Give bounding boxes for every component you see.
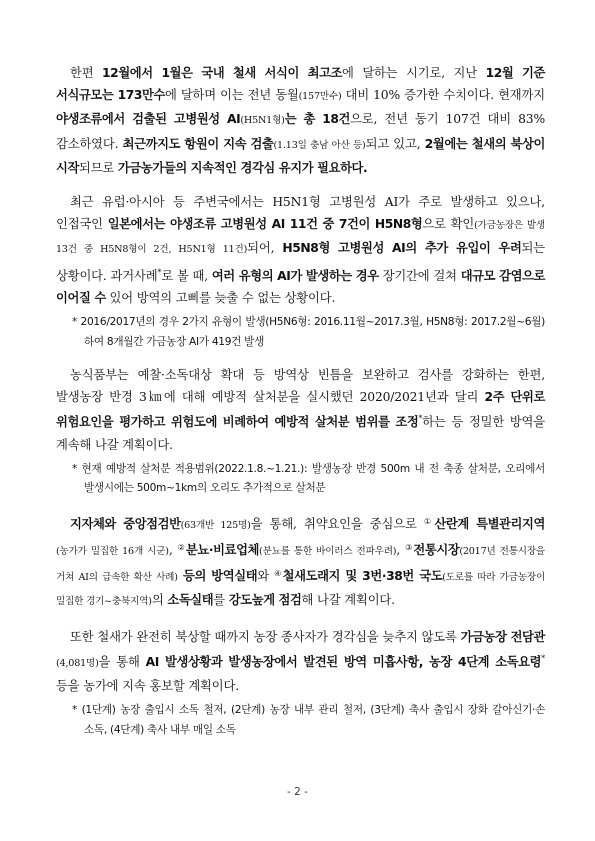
spacer: [56, 499, 545, 511]
paragraph-inspection: [56, 511, 545, 614]
text: 을 통해: [98, 654, 146, 669]
bold-text: 강도높게 점검: [228, 593, 302, 608]
text: 최근 유럽·아시아 등 주변국에서는 H5N1형 고병원성 AI가 주로 발생하고 있으나, 인접국인: [56, 195, 545, 232]
footnote-disinfection-steps: * (1단계) 농장 출입시 소독 철저, (2단계) 농장 내부 관리 철저, (3단계) 축사 출입시 장화 갈아신기·손 소독, (4단계) 축사 내부 매일 소독: [72, 704, 545, 736]
small-text: (H5N1형): [240, 115, 285, 127]
bold-text: 야생조류에서 검출된 고병원성 AI: [56, 112, 241, 127]
text: 해 나갈 계획이다.: [301, 593, 395, 608]
bold-text: AI 발생상황과 발생농장에서 발견된 방역 미흡사항, 농장 4단계 소독요령: [145, 654, 542, 669]
bold-text: 2주 단위로 위험요인을 평가하고 위험도에 비례하여 예방적 살처분 범위를 조정: [56, 390, 545, 430]
text: 장기간에 걸쳐: [378, 268, 461, 283]
text: 의: [151, 593, 168, 608]
bold-text: 등의 방역실태: [182, 569, 258, 584]
bold-text: 지자체와 중앙점검반: [70, 516, 181, 531]
text: 되는 상황이다. 과거사례: [56, 241, 545, 283]
text: 되어,: [247, 241, 283, 256]
text: 등을 농가에 지속 홍보할 계획이다.: [56, 679, 239, 694]
spacer: [56, 352, 545, 364]
text: 으로, 전년 동기 107건 대비 83% 감소하였다.: [56, 112, 545, 151]
bold-text: 여러 유형의 AI가 발생하는 경우: [211, 268, 379, 283]
bold-text: 분뇨·비료업체: [185, 543, 260, 558]
bold-text: 는 총 18건: [284, 112, 350, 127]
text: 으로 확인: [422, 217, 475, 232]
small-text: (가금농장은 발생 13건 중 H5N8형이 2건, H5N1형 11건): [56, 220, 545, 256]
footnote-marker: *: [541, 653, 545, 663]
bold-text: 철새도래지 및 3번·38번 국도: [282, 569, 443, 584]
bold-text: 일본에서는 야생조류 고병원성 AI 11건 중 7건이 H5N8형: [107, 217, 423, 232]
text: 에 달하는 시기로, 지난: [342, 66, 486, 80]
spacer: [56, 614, 545, 626]
bold-text: 최근까지도 항원이 지속 검출: [122, 136, 274, 151]
circled-number: ②: [177, 543, 186, 553]
spacer: [56, 179, 545, 191]
text: 대비 10% 증가한 수치이다. 현재까지: [341, 88, 545, 103]
text: 를: [213, 593, 229, 608]
bold-text: H5N8형 고병원성 AI의 추가 유입이 우려: [282, 241, 522, 256]
bold-text: 12월 기준 서식규모는 173만수: [56, 66, 546, 103]
bold-text: 소독실태: [167, 593, 214, 608]
small-text: (도로를 따라 가금농장이 밀집한 경기~충북지역): [56, 572, 546, 608]
small-text: (157만수): [298, 91, 342, 103]
text: 또한 철새가 완전히 북상할 때까지 농장 종사자가 경각심을 늦추지 않도록: [70, 629, 461, 644]
bold-text: 12월에서 1월은 국내 철새 서식이 최고조: [102, 66, 343, 80]
bold-text: 2월에는 철새의 북상이 시작: [56, 136, 545, 175]
footnote-marker: *: [157, 267, 162, 277]
text: 로 볼 때,: [161, 268, 212, 283]
circled-number: ①: [423, 516, 435, 526]
footnote-culling-scope: * 현재 예방적 살처분 적용범위(2022.1.8.~1.21.): 발생농장 반경 500m 내 전 축종 살처분, 오리에서 발생시에는 500m~1km의 오리도 추가적으로 살처분: [72, 462, 545, 495]
paragraph-ministry-measures: [56, 364, 545, 456]
small-text: (농가가 밀집한 16개 시군): [56, 546, 169, 558]
bold-text: 대규모 감염으로 이어질 수: [56, 268, 546, 305]
text: 되므로: [78, 160, 118, 175]
paragraph-migratory-birds: [56, 62, 545, 179]
text: 에 달하며 이는 전년 동월: [165, 88, 299, 103]
small-text: (63개반 125명): [180, 519, 251, 531]
text: 되고 있고,: [365, 136, 425, 151]
bold-text: 가금농장 전담관: [460, 629, 546, 644]
text: 농식품부는 예찰·소독대상 확대 등 방역상 빈틈을 보완하고 검사를 강화하는 한편, 발생농장 반경 3㎞에 대해 예방적 살처분을 실시했던 2020/2021년과 달리: [56, 368, 545, 405]
text: 와: [257, 569, 275, 584]
text: 하는 등 정밀한 방역을 계속해 나갈 계획이다.: [56, 415, 546, 452]
paragraph-farm-officers: [56, 626, 545, 698]
page-number: - 2 -: [287, 786, 308, 798]
circled-number: ③: [405, 543, 414, 553]
text: ,: [168, 543, 178, 558]
paragraph-neighbor-countries: [56, 191, 545, 309]
text: ,: [396, 543, 406, 558]
text: 을 통해, 취약요인을 중심으로: [250, 516, 424, 531]
footnote-marker: *: [418, 414, 423, 424]
footnote-past-case: * 2016/2017년의 경우 2가지 유형이 발생(H5N6형: 2016.11월~2017.3월, H5N8형: 2017.2월~6월)하여 8개월간 가금농장 AI가 419건 발생: [72, 316, 545, 348]
circled-number: ④: [274, 569, 283, 579]
bold-text: 전통시장: [413, 543, 460, 558]
bold-text: 산란계 특별관리지역: [434, 516, 545, 531]
small-text: (1.13일 충남 아산 등): [273, 139, 366, 151]
bold-text: 가금농가들의 지속적인 경각심 유지가 필요하다.: [117, 160, 368, 175]
small-text: (2017년 전통시장을 거쳐 AI의 급속한 확산 사례): [56, 546, 545, 584]
small-text: (4,081명): [56, 657, 99, 669]
text: 있어 방역의 고삐를 늦출 수 없는 상황이다.: [105, 290, 336, 305]
text: 한편: [70, 66, 103, 80]
small-text: (분뇨를 통한 바이러스 전파우려): [259, 546, 397, 558]
